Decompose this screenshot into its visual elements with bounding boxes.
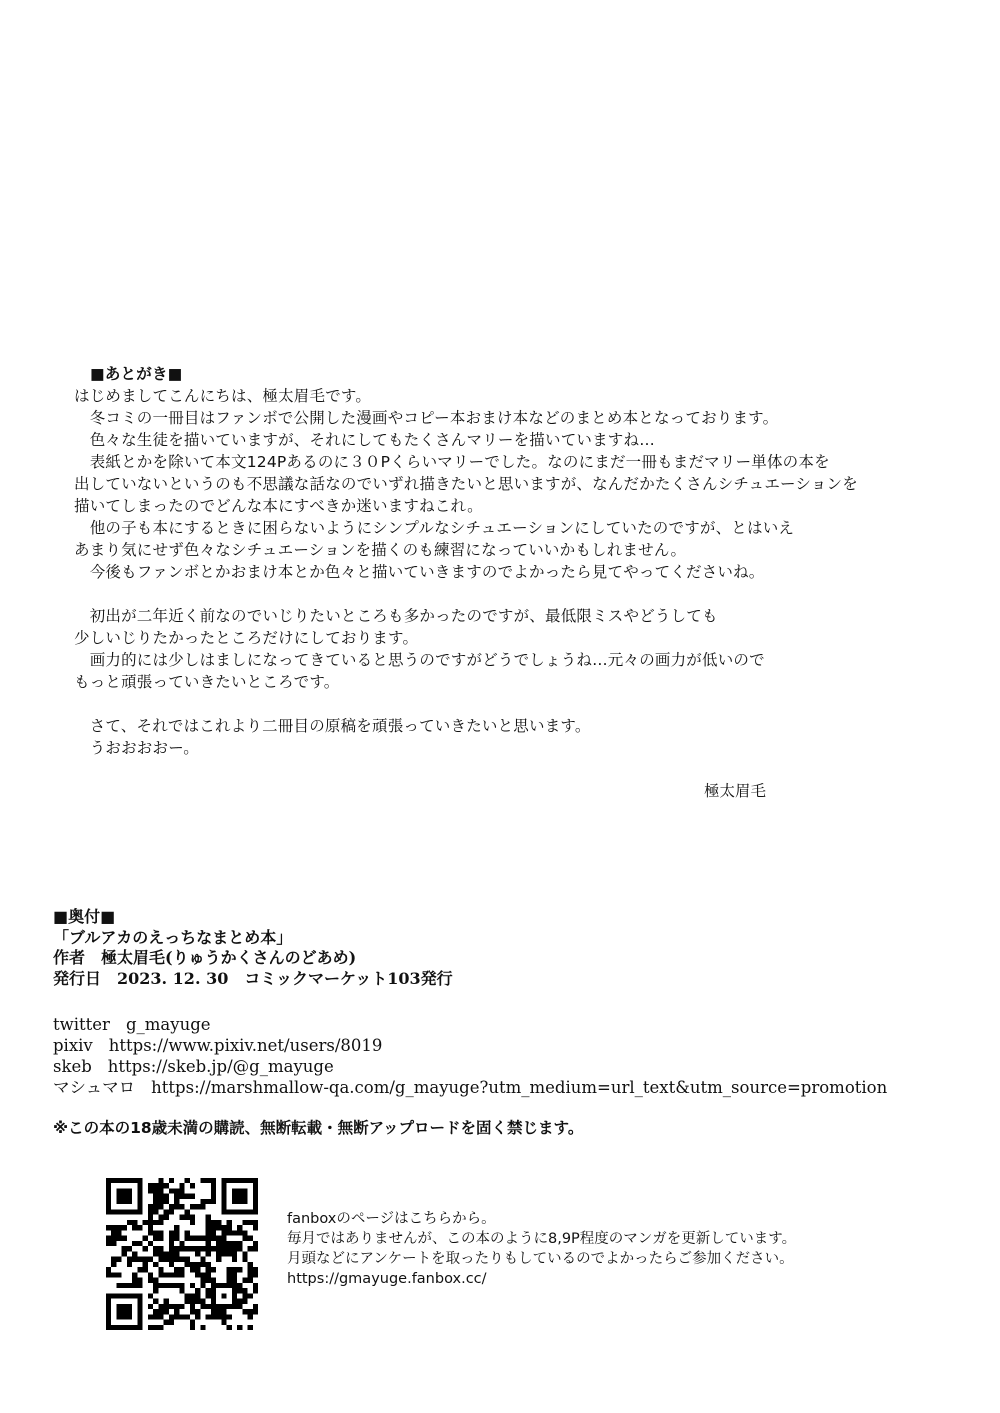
link-value: g_mayuge [125,1015,211,1034]
fanbox-line: 月頭などにアンケートを取ったりもしているのでよかったらご参加ください。 [287,1251,794,1267]
link-value: https://marshmallow-qa.com/g_mayuge?utm_medium=url_text&utm_source=promotion [151,1078,888,1097]
afterword-heading: ■あとがき■ [90,365,183,383]
fanbox-section [287,1209,796,1289]
link-label: マシュマロ [53,1078,136,1097]
afterword-section [74,363,974,759]
link-row-marshmallow [53,1077,998,1098]
link-value: https://www.pixiv.net/users/8019 [108,1036,383,1055]
paragraph-gap [74,583,974,605]
afterword-line: はじめましてこんにちは、極太眉毛です。 [74,387,372,405]
afterword-line: 色々な生徒を描いていますが、それにしてもたくさんマリーを描いていますね… [74,431,655,449]
fanbox-line: 毎月ではありませんが、この本のように8,9P程度のマンガを更新しています。 [287,1231,797,1247]
fanbox-line: fanboxのページはこちらから。 [287,1211,496,1227]
link-label: skeb [53,1057,92,1076]
afterword-line: 描いてしまったのでどんな本にすべきか迷いますねこれ。 [74,497,483,515]
afterword-signature: 極太眉毛 [704,782,767,800]
afterword-line: さて、それではこれより二冊目の原稿を頑張っていきたいと思います。 [74,717,591,735]
publish-date-line: 発行日 2023. 12. 30 コミックマーケット103発行 [53,968,453,988]
link-value: https://skeb.jp/@g_mayuge [107,1057,334,1076]
links-section [53,1014,998,1098]
afterword-line: もっと頑張っていきたいところです。 [74,673,340,691]
afterword-line: うおおおおー。 [74,739,199,757]
author-line: 作者 極太眉毛(りゅうかくさんのどあめ) [53,948,357,967]
fanbox-url: https://gmayuge.fanbox.cc/ [287,1271,487,1287]
qr-code-icon [106,1178,258,1330]
afterword-line: 出していないというのも不思議な話なのでいずれ描きたいと思いますが、なんだかたくさんシチュエーションを [74,475,858,493]
link-label: twitter [53,1015,110,1034]
colophon-section [53,907,993,989]
link-row-skeb [53,1056,998,1077]
link-label: pixiv [53,1036,93,1055]
colophon-heading: ■奥付■ [53,907,116,926]
afterword-line: 冬コミの一冊目はファンボで公開した漫画やコピー本おまけ本などのまとめ本となっております。 [74,409,779,427]
link-row-pixiv [53,1035,998,1056]
afterword-line: 他の子も本にするときに困らないようにシンプルなシチュエーションにしていたのですが、とはいえ [74,519,795,537]
afterword-line: 初出が二年近く前なのでいじりたいところも多かったのですが、最低限ミスやどうしても [74,607,718,625]
afterword-line: 画力的には少しはましになってきていると思うのですがどうでしょうね…元々の画力が低いので [74,651,765,669]
afterword-line: あまり気にせず色々なシチュエーションを描くのも練習になっていいかもしれません。 [74,541,687,559]
paragraph-gap [74,693,974,715]
copyright-notice: ※この本の18歳未満の購読、無断転載・無断アップロードを固く禁じます。 [53,1119,584,1137]
afterword-line: 今後もファンボとかおまけ本とか色々と描いていきますのでよかったら見てやってくださいね。 [74,563,765,581]
afterword-line: 少しいじりたかったところだけにしております。 [74,629,419,647]
book-title: 「ブルアカのえっちなまとめ本」 [53,927,293,947]
link-row-twitter [53,1014,998,1035]
afterword-line: 表紙とかを除いて本文124Pあるのに３０Pくらいマリーでした。なのにまだ一冊もまだマリー単体の本を [74,453,830,471]
